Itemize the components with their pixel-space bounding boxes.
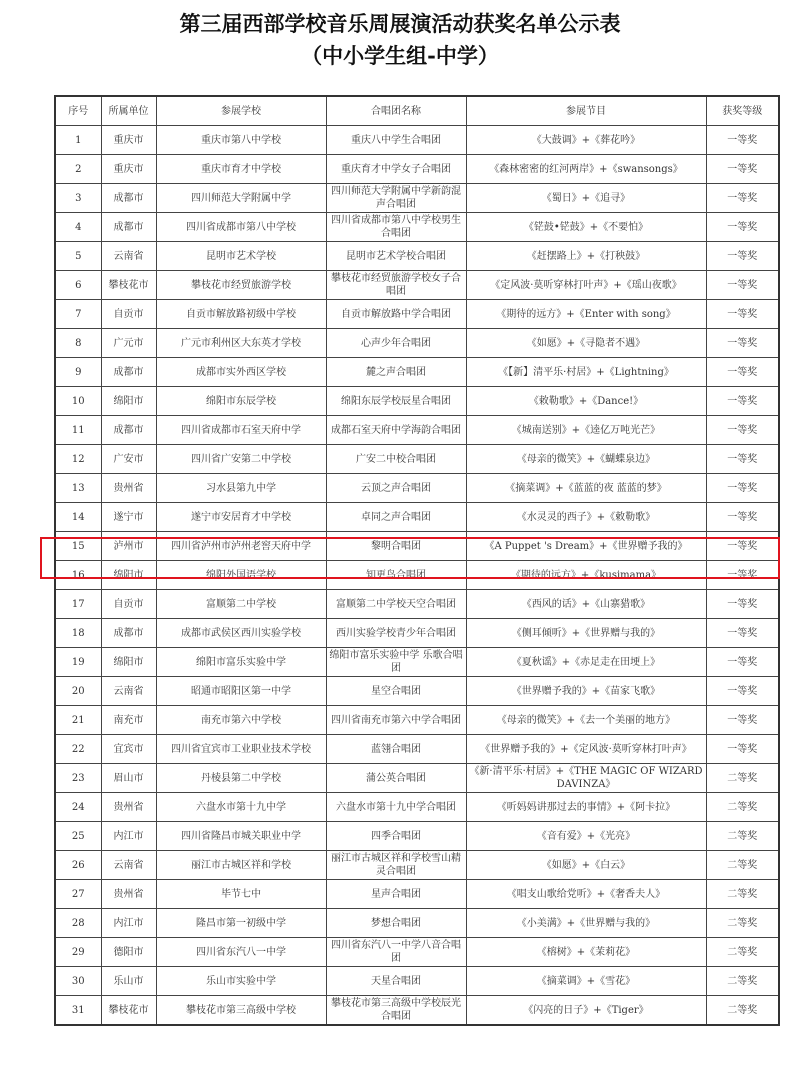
table-row [55,793,779,822]
cell-region: 内江市 [101,909,156,938]
cell-program: 《【新】清平乐·村居》+《Lightning》 [466,358,706,387]
cell-choir: 丽江市古城区祥和学校雪山精灵合唱团 [326,851,466,880]
cell-award: 二等奖 [706,793,779,822]
cell-school: 习水县第九中学 [156,474,326,503]
cell-choir: 四川省南充市第六中学合唱团 [326,706,466,735]
cell-index: 15 [55,532,101,561]
cell-region: 自贡市 [101,590,156,619]
cell-index: 21 [55,706,101,735]
cell-award: 一等奖 [706,300,779,329]
table-row [55,242,779,271]
cell-award: 一等奖 [706,155,779,184]
cell-choir: 蒲公英合唱团 [326,764,466,793]
cell-school: 成都市武侯区西川实验学校 [156,619,326,648]
cell-school: 六盘水市第十九中学 [156,793,326,822]
cell-program: 《闪亮的日子》+《Tiger》 [466,996,706,1026]
cell-index: 30 [55,967,101,996]
cell-region: 眉山市 [101,764,156,793]
table-row [55,358,779,387]
table-row [55,184,779,213]
cell-school: 攀枝花市经贸旅游学校 [156,271,326,300]
cell-index: 8 [55,329,101,358]
cell-program: 《世界赠予我的》+《苗家飞歌》 [466,677,706,706]
cell-program: 《城南送别》+《逵亿万吨光芒》 [466,416,706,445]
cell-award: 一等奖 [706,561,779,590]
cell-index: 11 [55,416,101,445]
table-row [55,619,779,648]
cell-region: 绵阳市 [101,561,156,590]
cell-program: 《期待的远方》+《Enter with song》 [466,300,706,329]
cell-choir: 昆明市艺术学校合唱团 [326,242,466,271]
cell-index: 10 [55,387,101,416]
cell-program: 《大鼓调》+《葬花吟》 [466,126,706,155]
cell-choir: 四川省成都市第八中学校男生合唱团 [326,213,466,242]
cell-program: 《侧耳倾听》+《世界赠与我的》 [466,619,706,648]
cell-program: 《森林密密的红河两岸》+《swansongs》 [466,155,706,184]
table-row [55,503,779,532]
cell-index: 12 [55,445,101,474]
cell-award: 二等奖 [706,967,779,996]
cell-index: 4 [55,213,101,242]
cell-region: 贵州省 [101,880,156,909]
cell-choir: 蓝翎合唱团 [326,735,466,764]
cell-choir: 攀枝花市经贸旅游学校女子合唱团 [326,271,466,300]
cell-school: 遂宁市安居育才中学校 [156,503,326,532]
cell-region: 贵州省 [101,793,156,822]
cell-index: 9 [55,358,101,387]
cell-program: 《摘菜调》+《蓝蓝的夜 蓝蓝的梦》 [466,474,706,503]
cell-award: 一等奖 [706,271,779,300]
cell-school: 四川省成都市石室天府中学 [156,416,326,445]
cell-choir: 知更鸟合唱团 [326,561,466,590]
table-row [55,590,779,619]
cell-program: 《唱支山歌给党听》+《奢香夫人》 [466,880,706,909]
cell-region: 绵阳市 [101,648,156,677]
cell-region: 广安市 [101,445,156,474]
cell-program: 《音有爱》+《光亮》 [466,822,706,851]
cell-region: 广元市 [101,329,156,358]
table-row [55,329,779,358]
cell-program: 《听妈妈讲那过去的事情》+《阿卡拉》 [466,793,706,822]
table-row [55,938,779,967]
cell-choir: 麓之声合唱团 [326,358,466,387]
cell-region: 泸州市 [101,532,156,561]
cell-choir: 西川实验学校青少年合唱团 [326,619,466,648]
cell-program: 《母亲的微笑》+《蝴蝶泉边》 [466,445,706,474]
cell-school: 四川省隆昌市城关职业中学 [156,822,326,851]
cell-choir: 四季合唱团 [326,822,466,851]
cell-index: 31 [55,996,101,1026]
table-row [55,271,779,300]
page-subtitle: （中小学生组-中学） [301,43,499,68]
cell-choir: 星声合唱团 [326,880,466,909]
cell-region: 成都市 [101,416,156,445]
cell-choir: 绵阳市富乐实验中学 乐歌合唱团 [326,648,466,677]
table-row [55,445,779,474]
cell-school: 四川省宜宾市工业职业技术学校 [156,735,326,764]
cell-region: 攀枝花市 [101,271,156,300]
cell-choir: 四川省东汽八一中学八音合唱团 [326,938,466,967]
cell-region: 遂宁市 [101,503,156,532]
cell-choir: 心声少年合唱团 [326,329,466,358]
cell-index: 6 [55,271,101,300]
cell-award: 一等奖 [706,532,779,561]
cell-school: 毕节七中 [156,880,326,909]
cell-index: 25 [55,822,101,851]
cell-region: 自贡市 [101,300,156,329]
cell-program: 《榕树》+《茉莉花》 [466,938,706,967]
cell-region: 云南省 [101,851,156,880]
table-row [55,880,779,909]
table-row [55,648,779,677]
cell-region: 宜宾市 [101,735,156,764]
cell-program: 《西风的话》+《山寨猎歌》 [466,590,706,619]
table-row [55,416,779,445]
cell-school: 隆昌市第一初级中学 [156,909,326,938]
cell-index: 26 [55,851,101,880]
cell-region: 重庆市 [101,126,156,155]
cell-school: 丽江市古城区祥和学校 [156,851,326,880]
table-row [55,126,779,155]
cell-award: 一等奖 [706,416,779,445]
cell-program: 《定风波·莫听穿林打叶声》+《瑶山夜歌》 [466,271,706,300]
cell-index: 22 [55,735,101,764]
cell-award: 一等奖 [706,387,779,416]
cell-index: 5 [55,242,101,271]
cell-school: 绵阳市富乐实验中学 [156,648,326,677]
cell-index: 1 [55,126,101,155]
cell-award: 二等奖 [706,822,779,851]
cell-index: 29 [55,938,101,967]
cell-award: 一等奖 [706,590,779,619]
cell-program: 《摘菜调》+《雪花》 [466,967,706,996]
cell-choir: 广安二中校合唱团 [326,445,466,474]
cell-region: 成都市 [101,358,156,387]
cell-choir: 天星合唱团 [326,967,466,996]
cell-program: 《敕勒歌》+《Dance!》 [466,387,706,416]
cell-award: 一等奖 [706,706,779,735]
cell-choir: 星空合唱团 [326,677,466,706]
cell-school: 四川省泸州市泸州老窖天府中学 [156,532,326,561]
cell-school: 四川省成都市第八中学校 [156,213,326,242]
cell-region: 乐山市 [101,967,156,996]
cell-school: 绵阳外国语学校 [156,561,326,590]
cell-school: 乐山市实验中学 [156,967,326,996]
table-row [55,300,779,329]
cell-index: 17 [55,590,101,619]
cell-award: 一等奖 [706,648,779,677]
cell-choir: 黎明合唱团 [326,532,466,561]
table-row [55,706,779,735]
cell-index: 18 [55,619,101,648]
cell-program: 《铓鼓•铓鼓》+《不要怕》 [466,213,706,242]
cell-school: 富顺第二中学校 [156,590,326,619]
cell-program: 《蜀日》+《追寻》 [466,184,706,213]
cell-region: 重庆市 [101,155,156,184]
cell-school: 四川省广安第二中学校 [156,445,326,474]
cell-award: 二等奖 [706,880,779,909]
cell-choir: 富顺第二中学校天空合唱团 [326,590,466,619]
cell-school: 攀枝花市第三高级中学校 [156,996,326,1026]
cell-index: 23 [55,764,101,793]
cell-school: 广元市利州区大东英才学校 [156,329,326,358]
table-row [55,155,779,184]
cell-school: 丹棱县第二中学校 [156,764,326,793]
cell-index: 28 [55,909,101,938]
table-row [55,387,779,416]
cell-index: 19 [55,648,101,677]
cell-region: 攀枝花市 [101,996,156,1026]
cell-program: 《A Puppet 's Dream》+《世界赠予我的》 [466,532,706,561]
table-row [55,735,779,764]
table-row [55,677,779,706]
cell-choir: 绵阳东辰学校辰星合唱团 [326,387,466,416]
cell-school: 自贡市解放路初级中学校 [156,300,326,329]
cell-award: 一等奖 [706,735,779,764]
table-header-row [55,96,779,126]
cell-region: 成都市 [101,184,156,213]
cell-program: 《世界赠予我的》+《定风波·莫听穿林打叶声》 [466,735,706,764]
cell-program: 《新·清平乐·村居》+《THE MAGIC OF WIZARD DAVINZA》 [466,764,706,793]
cell-choir: 重庆育才中学女子合唱团 [326,155,466,184]
cell-award: 一等奖 [706,445,779,474]
cell-program: 《期待的远方》+《kusimama》 [466,561,706,590]
cell-award: 一等奖 [706,184,779,213]
header-choir: 合唱团名称 [326,96,466,126]
cell-index: 16 [55,561,101,590]
cell-program: 《如愿》+《寻隐者不遇》 [466,329,706,358]
cell-program: 《夏秋谣》+《赤足走在田埂上》 [466,648,706,677]
table-row [55,909,779,938]
cell-index: 14 [55,503,101,532]
cell-award: 一等奖 [706,242,779,271]
cell-award: 一等奖 [706,126,779,155]
cell-choir: 成都石室天府中学海韵合唱团 [326,416,466,445]
cell-award: 一等奖 [706,329,779,358]
table-row [55,967,779,996]
table-row [55,822,779,851]
cell-school: 成都市实外西区学校 [156,358,326,387]
cell-region: 云南省 [101,242,156,271]
cell-index: 20 [55,677,101,706]
cell-index: 27 [55,880,101,909]
table-row [55,532,779,561]
table-row [55,213,779,242]
cell-award: 一等奖 [706,474,779,503]
cell-choir: 四川师范大学附属中学新韵混声合唱团 [326,184,466,213]
cell-award: 二等奖 [706,851,779,880]
cell-program: 《小美满》+《世界赠与我的》 [466,909,706,938]
cell-region: 内江市 [101,822,156,851]
cell-choir: 攀枝花市第三高级中学校辰光合唱团 [326,996,466,1026]
table-row [55,764,779,793]
cell-program: 《如愿》+《白云》 [466,851,706,880]
awards-table [54,95,780,1026]
cell-region: 成都市 [101,619,156,648]
cell-award: 二等奖 [706,996,779,1026]
cell-school: 昭通市昭阳区第一中学 [156,677,326,706]
cell-region: 云南省 [101,677,156,706]
cell-index: 2 [55,155,101,184]
cell-choir: 自贡市解放路中学合唱团 [326,300,466,329]
table-row [55,851,779,880]
table-row [55,474,779,503]
cell-choir: 重庆八中学生合唱团 [326,126,466,155]
cell-school: 重庆市育才中学校 [156,155,326,184]
cell-program: 《水灵灵的西子》+《敕勒歌》 [466,503,706,532]
cell-region: 成都市 [101,213,156,242]
cell-school: 四川师范大学附属中学 [156,184,326,213]
cell-award: 一等奖 [706,503,779,532]
cell-award: 一等奖 [706,213,779,242]
cell-program: 《赶摆路上》+《打秧鼓》 [466,242,706,271]
cell-choir: 云顶之声合唱团 [326,474,466,503]
cell-award: 一等奖 [706,358,779,387]
cell-index: 3 [55,184,101,213]
cell-school: 南充市第六中学校 [156,706,326,735]
header-award: 获奖等级 [706,96,779,126]
cell-school: 绵阳市东辰学校 [156,387,326,416]
cell-choir: 卓同之声合唱团 [326,503,466,532]
cell-school: 昆明市艺术学校 [156,242,326,271]
cell-index: 24 [55,793,101,822]
cell-region: 贵州省 [101,474,156,503]
cell-index: 7 [55,300,101,329]
header-region: 所属单位 [101,96,156,126]
cell-award: 一等奖 [706,677,779,706]
header-school: 参展学校 [156,96,326,126]
cell-award: 一等奖 [706,619,779,648]
cell-school: 重庆市第八中学校 [156,126,326,155]
cell-region: 德阳市 [101,938,156,967]
cell-program: 《母亲的微笑》+《去一个美丽的地方》 [466,706,706,735]
table-row [55,561,779,590]
cell-choir: 六盘水市第十九中学合唱团 [326,793,466,822]
cell-region: 绵阳市 [101,387,156,416]
cell-choir: 梦想合唱团 [326,909,466,938]
cell-school: 四川省东汽八一中学 [156,938,326,967]
page-title: 第三届西部学校音乐周展演活动获奖名单公示表 [179,11,621,36]
cell-region: 南充市 [101,706,156,735]
cell-award: 二等奖 [706,764,779,793]
table-row [55,996,779,1026]
cell-award: 二等奖 [706,938,779,967]
cell-award: 二等奖 [706,909,779,938]
cell-index: 13 [55,474,101,503]
header-index: 序号 [55,96,101,126]
header-program: 参展节目 [466,96,706,126]
